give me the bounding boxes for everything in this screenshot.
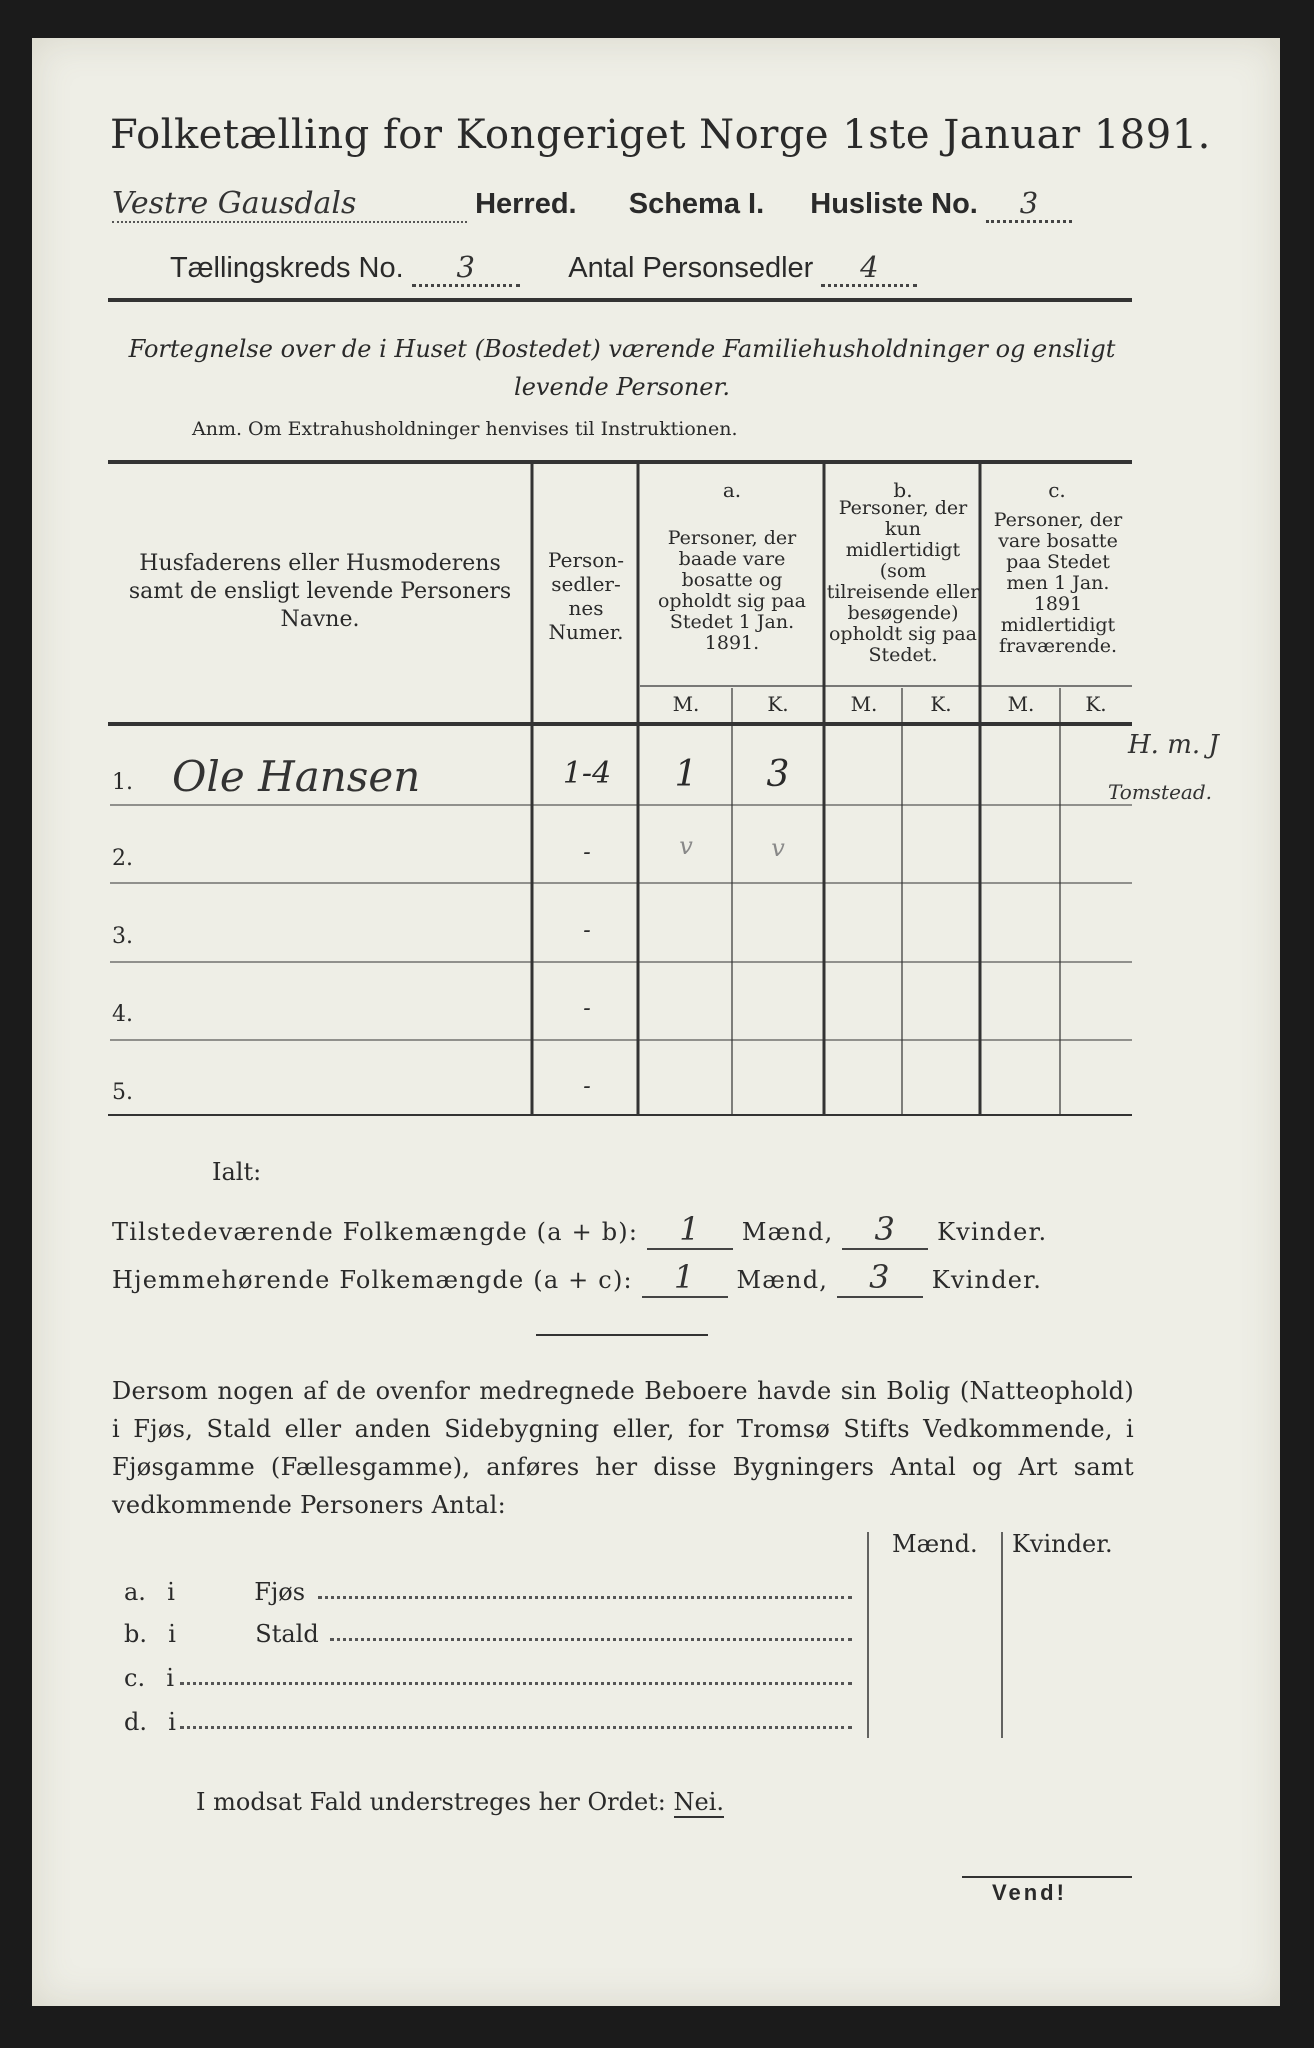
row-numer-2: - xyxy=(583,840,591,865)
col-a-m: M. xyxy=(672,692,700,716)
nei-word: Nei. xyxy=(673,1788,725,1816)
row-numer-3: - xyxy=(583,918,591,943)
building-row-c xyxy=(124,1664,174,1692)
col-c-k: K. xyxy=(1085,692,1107,716)
totals-line-2-label: Hjemmehørende Folkemængde (a + c): xyxy=(112,1266,633,1294)
building-dots-a xyxy=(318,1596,852,1599)
vend-rule xyxy=(962,1876,1132,1878)
row-number-3: 3. xyxy=(112,924,133,949)
margin-note-1: H. m. J xyxy=(1128,730,1219,760)
building-i-c: i xyxy=(166,1664,175,1692)
ialt-label: Ialt: xyxy=(212,1158,262,1186)
totals-line-2-k: 3 xyxy=(837,1258,923,1298)
totals-line-2-maend: Mænd, xyxy=(736,1266,829,1294)
col-header-a: Personer, der baade vare bosatte og opholdt sig paa Stedet 1 Jan. 1891. xyxy=(657,527,807,654)
row-name-1: Ole Hansen xyxy=(172,752,421,801)
buildings-kvinder-header: Kvinder. xyxy=(1012,1530,1113,1558)
intro-line-1: Fortegnelse over de i Huset (Bostedet) værende Familiehusholdninger og ensligt xyxy=(128,335,1116,363)
building-letter-b: b. xyxy=(124,1620,147,1648)
totals-line-1-label: Tilstedeværende Folkemængde (a + b): xyxy=(112,1218,639,1246)
building-dots-b xyxy=(330,1638,852,1641)
building-i-b: i xyxy=(168,1620,176,1648)
personsedler-label: Antal Personsedler xyxy=(568,252,814,284)
col-a-k: K. xyxy=(767,692,789,716)
totals-line-1-maend: Mænd, xyxy=(741,1218,834,1246)
col-b-k: K. xyxy=(930,692,952,716)
row-a-m-1: 1 xyxy=(674,754,698,795)
building-letter-c: c. xyxy=(124,1664,146,1692)
building-row-d xyxy=(124,1708,176,1736)
col-c-m: M. xyxy=(1007,692,1035,716)
margin-note-2: Tomstead. xyxy=(1108,780,1213,804)
buildings-maend-header: Mænd. xyxy=(892,1530,978,1558)
row-numer-4: - xyxy=(583,996,591,1021)
husliste-label: Husliste No. xyxy=(810,188,978,220)
building-row-b xyxy=(124,1620,319,1648)
kreds-value: 3 xyxy=(412,250,520,287)
row-number-5: 5. xyxy=(112,1080,133,1105)
building-dots-c xyxy=(180,1682,852,1685)
personsedler-value: 4 xyxy=(821,250,917,287)
building-letter-a: a. xyxy=(124,1578,146,1606)
col-header-names: Husfaderens eller Husmoderens samt de ensligt levende Personers Navne. xyxy=(128,551,512,632)
anm-note: Anm. Om Extrahusholdninger henvises til Instruktionen. xyxy=(192,418,738,440)
col-a-letter: a. xyxy=(722,478,742,502)
buildings-paragraph: Dersom nogen af de ovenfor medregnede Beboere havde sin Bolig (Natteophold) i Fjøs, Stald eller anden Sidebygning eller, for Tromsø Stifts Vedkommende, i Fjøsgamme (Fællesgamme), anføres her disse Bygningers Antal og Art samt vedkommende Personers Antal: xyxy=(112,1377,1134,1519)
totals-line-1-k: 3 xyxy=(842,1210,928,1250)
col-header-numer: Person-sedler-nes Numer. xyxy=(548,548,624,644)
husliste-value: 3 xyxy=(986,186,1072,223)
herred-label: Herred. xyxy=(475,188,577,220)
herred-value: Vestre Gausdals xyxy=(112,186,467,223)
vend-label: Vend! xyxy=(992,1880,1067,1905)
totals-line-1-kvinder: Kvinder. xyxy=(937,1218,1048,1246)
intro-line-2: levende Personer. xyxy=(514,373,730,401)
row-a-m-2: v xyxy=(679,832,693,860)
modsat-line xyxy=(196,1788,724,1816)
building-i-d: i xyxy=(168,1708,176,1736)
schema-label: Schema I. xyxy=(628,188,765,220)
col-b-letter: b. xyxy=(893,478,913,502)
col-header-c: Personer, der vare bosatte paa Stedet men 1 Jan. 1891 midlertidigt fraværende. xyxy=(993,509,1123,657)
totals-line-2-kvinder: Kvinder. xyxy=(931,1266,1043,1294)
row-number-1: 1. xyxy=(112,770,133,795)
totals-line-2-m: 1 xyxy=(642,1258,728,1298)
totals-line-1-m: 1 xyxy=(647,1210,733,1250)
col-header-b: Personer, der kun midlertidigt (som tilreisende eller besøgende) opholdt sig paa Stedet. xyxy=(826,497,980,666)
building-i-a: i xyxy=(167,1578,175,1606)
building-label-b: Stald xyxy=(255,1620,319,1648)
kreds-label: Tællingskreds No. xyxy=(170,252,404,284)
building-letter-d: d. xyxy=(124,1708,147,1736)
row-number-4: 4. xyxy=(112,1002,133,1027)
form-title: Folketælling for Kongeriget Norge 1ste Januar 1891. xyxy=(110,112,1211,158)
row-numer-1: 1-4 xyxy=(562,756,612,791)
col-b-m: M. xyxy=(850,692,878,716)
col-c-letter: c. xyxy=(1048,478,1066,502)
row-a-k-2: v xyxy=(771,834,785,862)
modsat-label: I modsat Fald understreges her Ordet: xyxy=(196,1788,666,1816)
row-number-2: 2. xyxy=(112,846,133,871)
building-dots-d xyxy=(180,1726,852,1729)
building-row-a xyxy=(124,1578,305,1606)
row-numer-5: - xyxy=(583,1074,591,1099)
row-a-k-1: 3 xyxy=(766,754,790,795)
building-label-a: Fjøs xyxy=(254,1578,306,1606)
